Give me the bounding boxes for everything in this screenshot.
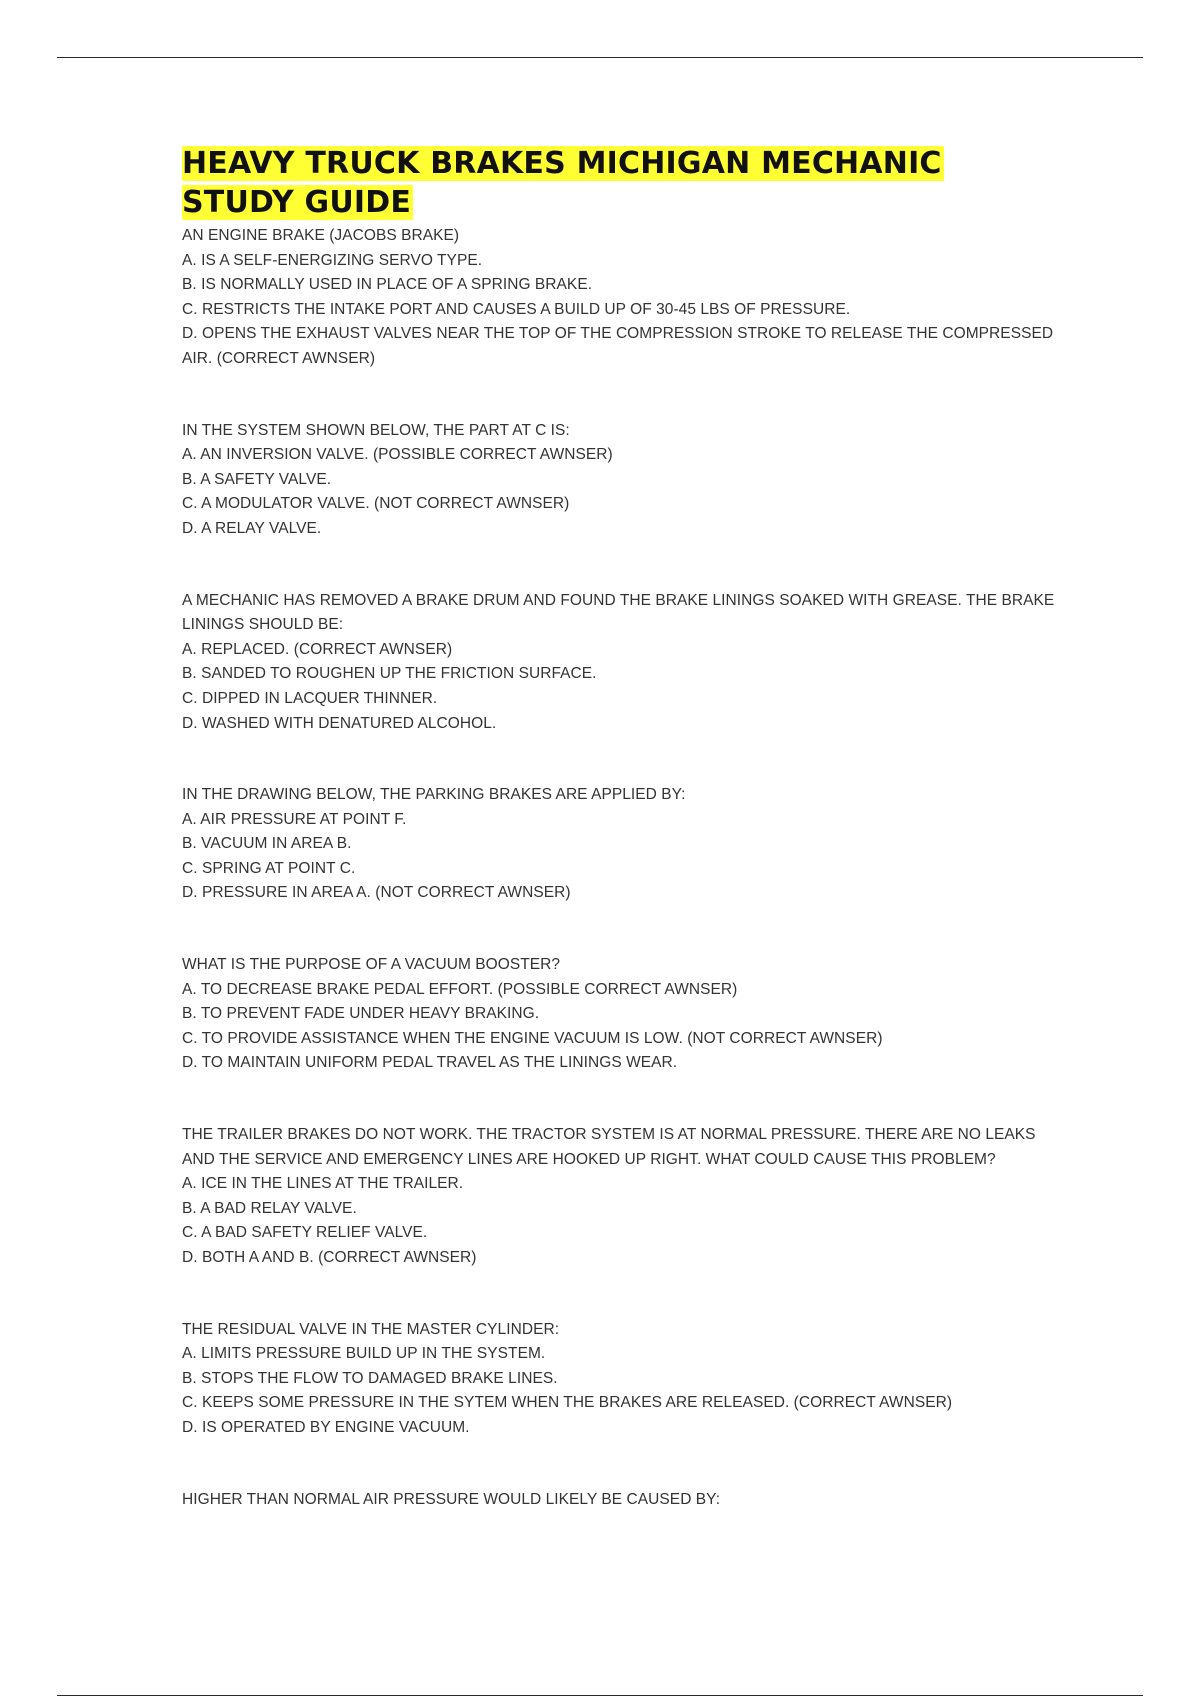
answer-option: C. RESTRICTS THE INTAKE PORT AND CAUSES A BUILD UP OF 30-45 LBS OF PRESSURE. bbox=[182, 300, 851, 318]
question-block-7 bbox=[182, 1318, 1062, 1441]
answer-option: B. SANDED TO ROUGHEN UP THE FRICTION SURFACE. bbox=[182, 665, 597, 683]
question-text: A MECHANIC HAS REMOVED A BRAKE DRUM AND FOUND THE BRAKE LININGS SOAKED WITH GREASE. THE BRAKE LININGS SHOULD BE: bbox=[182, 591, 1055, 634]
question-block-8 bbox=[182, 1488, 1062, 1513]
answer-option: D. OPENS THE EXHAUST VALVES NEAR THE TOP OF THE COMPRESSION STROKE TO RELEASE THE COMPRESSED AIR. (CORRECT AWNSER) bbox=[182, 325, 1054, 367]
answer-option: A. IS A SELF-ENERGIZING SERVO TYPE. bbox=[182, 251, 483, 269]
answer-option: B. A SAFETY VALVE. bbox=[182, 470, 332, 488]
question-block-1 bbox=[182, 224, 1062, 372]
document-body bbox=[182, 144, 1062, 1512]
answer-option: C. A BAD SAFETY RELIEF VALVE. bbox=[182, 1224, 428, 1242]
question-block-3 bbox=[182, 589, 1062, 737]
answer-option: A. LIMITS PRESSURE BUILD UP IN THE SYSTEM. bbox=[182, 1345, 546, 1363]
answer-option: B. A BAD RELAY VALVE. bbox=[182, 1199, 357, 1217]
question-text: HIGHER THAN NORMAL AIR PRESSURE WOULD LIKELY BE CAUSED BY: bbox=[182, 1490, 721, 1508]
answer-option: D. IS OPERATED BY ENGINE VACUUM. bbox=[182, 1418, 470, 1436]
question-text: AN ENGINE BRAKE (JACOBS BRAKE) bbox=[182, 227, 460, 244]
answer-option: A. REPLACED. (CORRECT AWNSER) bbox=[182, 640, 453, 658]
answer-option: A. AN INVERSION VALVE. (POSSIBLE CORRECT AWNSER) bbox=[182, 446, 613, 464]
question-text: THE RESIDUAL VALVE IN THE MASTER CYLINDER: bbox=[182, 1320, 560, 1338]
answer-option: A. ICE IN THE LINES AT THE TRAILER. bbox=[182, 1175, 464, 1193]
answer-option: B. TO PREVENT FADE UNDER HEAVY BRAKING. bbox=[182, 1005, 540, 1023]
answer-option: A. AIR PRESSURE AT POINT F. bbox=[182, 810, 407, 828]
answer-option: B. STOPS THE FLOW TO DAMAGED BRAKE LINES. bbox=[182, 1369, 558, 1387]
document-title-highlight: HEAVY TRUCK BRAKES MICHIGAN MECHANIC STUDY GUIDE bbox=[182, 146, 942, 220]
question-text: THE TRAILER BRAKES DO NOT WORK. THE TRACTOR SYSTEM IS AT NORMAL PRESSURE. THERE ARE NO LEAKS AND THE SERVICE AND EMERGENCY LINES ARE HOOKED UP RIGHT. WHAT COULD CAUSE THIS PROBLEM? bbox=[182, 1126, 1036, 1168]
answer-option: C. A MODULATOR VALVE. (NOT CORRECT AWNSER) bbox=[182, 495, 570, 513]
answer-option: D. A RELAY VALVE. bbox=[182, 519, 322, 537]
question-block-6 bbox=[182, 1123, 1062, 1271]
answer-option: B. VACUUM IN AREA B. bbox=[182, 835, 352, 853]
document-title bbox=[182, 144, 1062, 222]
answer-option: D. BOTH A AND B. (CORRECT AWNSER) bbox=[182, 1249, 477, 1266]
answer-option: C. TO PROVIDE ASSISTANCE WHEN THE ENGINE VACUUM IS LOW. (NOT CORRECT AWNSER) bbox=[182, 1029, 883, 1047]
question-text: IN THE SYSTEM SHOWN BELOW, THE PART AT C IS: bbox=[182, 421, 570, 439]
question-block-5 bbox=[182, 953, 1062, 1076]
question-block-2 bbox=[182, 419, 1062, 542]
answer-option: C. SPRING AT POINT C. bbox=[182, 859, 356, 877]
question-text: IN THE DRAWING BELOW, THE PARKING BRAKES ARE APPLIED BY: bbox=[182, 786, 686, 804]
page-bottom-rule bbox=[57, 1695, 1143, 1696]
question-block-4 bbox=[182, 783, 1062, 906]
answer-option: D. TO MAINTAIN UNIFORM PEDAL TRAVEL AS THE LININGS WEAR. bbox=[182, 1054, 678, 1072]
answer-option: D. WASHED WITH DENATURED ALCOHOL. bbox=[182, 714, 497, 732]
answer-option: D. PRESSURE IN AREA A. (NOT CORRECT AWNSER) bbox=[182, 884, 571, 902]
question-text: WHAT IS THE PURPOSE OF A VACUUM BOOSTER? bbox=[182, 956, 561, 974]
answer-option: A. TO DECREASE BRAKE PEDAL EFFORT. (POSSIBLE CORRECT AWNSER) bbox=[182, 980, 738, 998]
page-top-rule bbox=[57, 57, 1143, 58]
answer-option: C. KEEPS SOME PRESSURE IN THE SYTEM WHEN THE BRAKES ARE RELEASED. (CORRECT AWNSER) bbox=[182, 1394, 953, 1412]
answer-option: C. DIPPED IN LACQUER THINNER. bbox=[182, 689, 438, 707]
answer-option: B. IS NORMALLY USED IN PLACE OF A SPRING BRAKE. bbox=[182, 276, 593, 294]
